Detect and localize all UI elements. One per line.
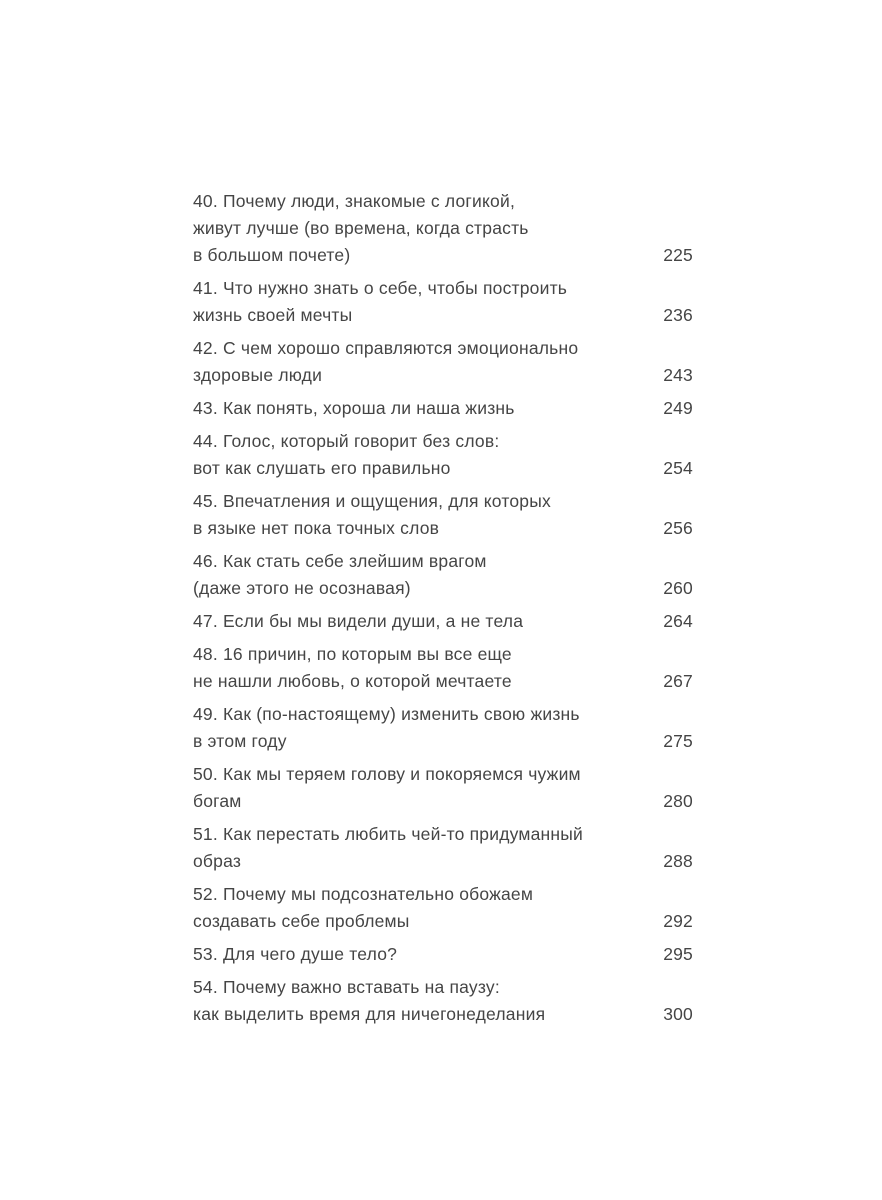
toc-entry-line: в большом почете) [193, 245, 351, 265]
toc-entry-line: как выделить время для ничегонеделания [193, 1004, 546, 1024]
toc-entry-line: 47. Если бы мы видели души, а не тела [193, 611, 524, 631]
toc-entry-page-number: 280 [663, 791, 693, 811]
toc-entry-title [193, 821, 651, 875]
toc-entry [193, 548, 693, 602]
toc-entry-page-number: 300 [663, 1004, 693, 1024]
toc-entry [193, 941, 693, 968]
toc-entry-line: 50. Как мы теряем голову и покоряемся чужим [193, 764, 581, 784]
toc-entry-line: 40. Почему люди, знакомые с логикой, [193, 191, 516, 211]
toc-entry-page-number: 236 [663, 305, 693, 325]
toc-entry-title [193, 701, 651, 755]
toc-entry-line: 54. Почему важно вставать на паузу: [193, 977, 500, 997]
toc-entry-title [193, 488, 651, 542]
toc-entry-title [193, 974, 651, 1028]
toc-entry-page-number: 254 [663, 458, 693, 478]
toc-entry-title [193, 881, 651, 935]
toc-entry-line: вот как слушать его правильно [193, 458, 451, 478]
toc-entry-title [193, 275, 651, 329]
toc-entry [193, 881, 693, 935]
toc-entry-line: 46. Как стать себе злейшим врагом [193, 551, 487, 571]
toc-entry-line: (даже этого не осознавая) [193, 578, 411, 598]
toc-entry [193, 488, 693, 542]
toc-entry-page-number: 292 [663, 911, 693, 931]
toc-entry-line: 45. Впечатления и ощущения, для которых [193, 491, 551, 511]
toc-entry-page-number: 275 [663, 731, 693, 751]
toc-entry-line: 53. Для чего душе тело? [193, 944, 398, 964]
toc-entry-title [193, 608, 651, 635]
toc-entry-line: 49. Как (по-настоящему) изменить свою жизнь [193, 704, 580, 724]
toc-entry-title [193, 641, 651, 695]
toc-entry [193, 275, 693, 329]
toc-entry [193, 974, 693, 1028]
toc-entry [193, 395, 693, 422]
toc-entry-page-number: 295 [663, 944, 693, 964]
toc-list [193, 188, 693, 1034]
toc-entry [193, 641, 693, 695]
toc-entry-page-number: 249 [663, 398, 693, 418]
toc-entry [193, 188, 693, 269]
toc-entry-line: образ [193, 851, 242, 871]
toc-entry-title [193, 188, 651, 269]
toc-entry-line: жизнь своей мечты [193, 305, 353, 325]
toc-entry-title [193, 428, 651, 482]
toc-entry-page-number: 260 [663, 578, 693, 598]
toc-entry-line: 44. Голос, который говорит без слов: [193, 431, 500, 451]
toc-entry-page-number: 256 [663, 518, 693, 538]
toc-entry-line: 52. Почему мы подсознательно обожаем [193, 884, 534, 904]
toc-entry-line: здоровые люди [193, 365, 323, 385]
toc-entry-page-number: 267 [663, 671, 693, 691]
toc-entry-line: не нашли любовь, о которой мечтаете [193, 671, 512, 691]
toc-entry-line: 51. Как перестать любить чей-то придуманный [193, 824, 584, 844]
toc-entry [193, 761, 693, 815]
toc-entry [193, 335, 693, 389]
toc-entry-title [193, 395, 651, 422]
toc-entry-title [193, 548, 651, 602]
toc-entry-page-number: 243 [663, 365, 693, 385]
toc-entry-line: 41. Что нужно знать о себе, чтобы построить [193, 278, 568, 298]
toc-entry-line: в языке нет пока точных слов [193, 518, 440, 538]
toc-entry [193, 608, 693, 635]
toc-entry-line: 43. Как понять, хороша ли наша жизнь [193, 398, 515, 418]
toc-entry-line: создавать себе проблемы [193, 911, 410, 931]
toc-entry-line: 42. С чем хорошо справляются эмоционально [193, 338, 579, 358]
toc-entry [193, 428, 693, 482]
toc-entry-page-number: 225 [663, 245, 693, 265]
toc-entry-title [193, 761, 651, 815]
toc-entry-title [193, 941, 651, 968]
toc-entry-title [193, 335, 651, 389]
toc-entry-line: в этом году [193, 731, 287, 751]
toc-entry-line: живут лучше (во времена, когда страсть [193, 218, 529, 238]
toc-entry-page-number: 264 [663, 611, 693, 631]
toc-entry [193, 821, 693, 875]
toc-entry-page-number: 288 [663, 851, 693, 871]
toc-entry-line: богам [193, 791, 242, 811]
toc-entry-line: 48. 16 причин, по которым вы все еще [193, 644, 512, 664]
toc-entry [193, 701, 693, 755]
